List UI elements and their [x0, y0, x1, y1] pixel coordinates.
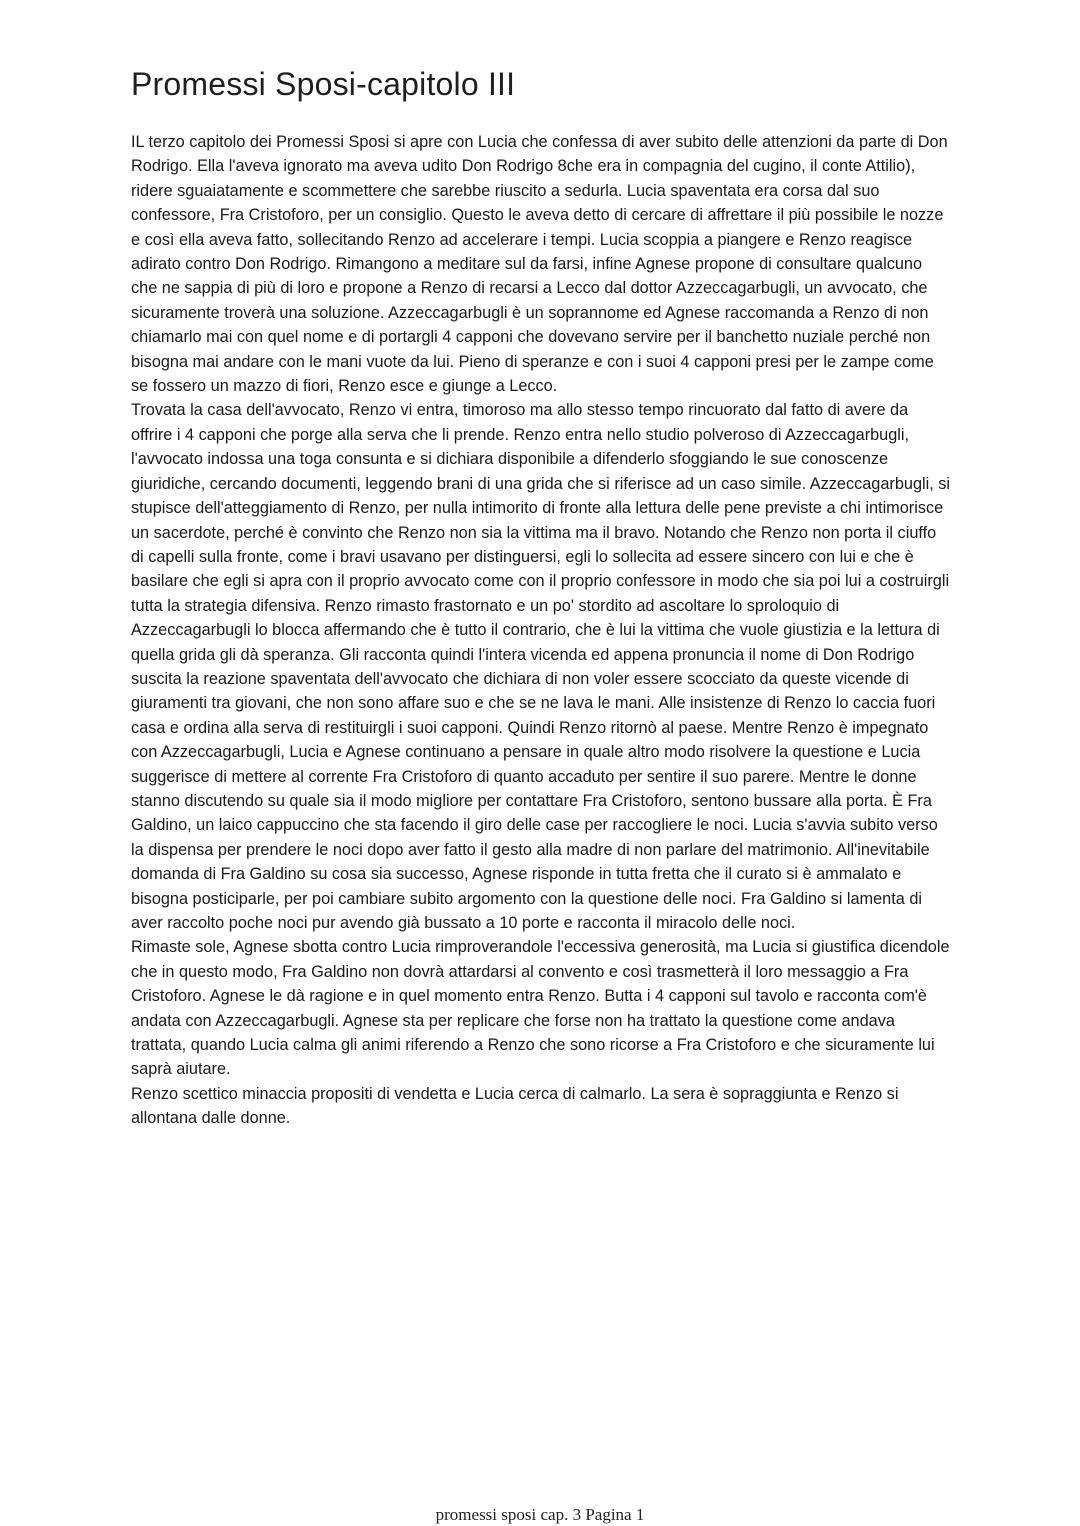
document-body: [131, 130, 951, 1131]
paragraph-1: IL terzo capitolo dei Promessi Sposi si apre con Lucia che confessa di aver subito delle attenzioni da parte di Don Rodrigo. Ella l'aveva ignorato ma aveva udito Don Rodrigo 8che era in compagnia del cugino, il conte Attilio), ridere sguaiatamente e scommettere che sarebbe riuscito a sedurla. Lucia spaventata era corsa dal suo confessore, Fra Cristoforo, per un consiglio. Questo le aveva detto di cercare di affrettare il più possibile le nozze e così ella aveva fatto, sollecitando Renzo ad accelerare i tempi. Lucia scoppia a piangere e Renzo reagisce adirato contro Don Rodrigo. Rimangono a meditare sul da farsi, infine Agnese propone di consultare qualcuno che ne sappia di più di loro e propone a Renzo di recarsi a Lecco dal dottor Azzeccagarbugli, un avvocato, che sicuramente troverà una soluzione. Azzeccagarbugli è un soprannome ed Agnese raccomanda a Renzo di non chiamarlo mai con quel nome e di portargli 4 capponi che dovevano servire per il banchetto nuziale perché non bisogna mai andare con le mani vuote da lui. Pieno di speranze e con i suoi 4 capponi presi per le zampe come se fossero un mazzo di fiori, Renzo esce e giunge a Lecco.: [131, 133, 948, 396]
paragraph-2: Trovata la casa dell'avvocato, Renzo vi entra, timoroso ma allo stesso tempo rincuorato dal fatto di avere da offrire i 4 capponi che porge alla serva che li prende. Renzo entra nello studio polveroso di Azzeccagarbugli, l'avvocato indossa una toga consunta e si dichiara disponibile a difenderlo sfoggiando le sue conoscenze giuridiche, cercando documenti, leggendo brani di una grida che si riferisce ad un caso simile. Azzeccagarbugli, si stupisce dell'atteggiamento di Renzo, per nulla intimorito di fronte alla lettura delle pene previste a chi intimorisce un sacerdote, perché è convinto che Renzo non sia la vittima ma il bravo. Notando che Renzo non porta il ciuffo di capelli sulla fronte, come i bravi usavano per distinguersi, egli lo sollecita ad essere sincero con lui e che è basilare che egli si apra con il proprio avvocato come con il proprio confessore in modo che sia poi lui a costruirgli tutta la strategia difensiva. Renzo rimasto frastornato e un po' stordito ad ascoltare lo sproloquio di Azzeccagarbugli lo blocca affermando che è tutto il contrario, che è lui la vittima che vuole giustizia e la lettura di quella grida gli dà speranza. Gli racconta quindi l'intera vicenda ed appena pronuncia il nome di Don Rodrigo suscita la reazione spaventata dell'avvocato che dichiara di non voler essere scocciato da queste vicende di giuramenti tra giovani, che non sono affare suo e che se ne lava le mani. Alle insistenze di Renzo lo caccia fuori casa e ordina alla serva di restituirgli i suoi capponi. Quindi Renzo ritornò al paese. Mentre Renzo è impegnato con Azzeccagarbugli, Lucia e Agnese continuano a pensare in quale altro modo risolvere la questione e Lucia suggerisce di mettere al corrente Fra Cristoforo di quanto accaduto per sentire il suo parere. Mentre le donne stanno discutendo su quale sia il modo migliore per contattare Fra Cristoforo, sentono bussare alla porta. È Fra Galdino, un laico cappuccino che sta facendo il giro delle case per raccogliere le noci. Lucia s'avvia subito verso la dispensa per prendere le noci dopo aver fatto il gesto alla madre di non parlare del matrimonio. All'inevitabile domanda di Fra Galdino su cosa sia successo, Agnese risponde in tutta fretta che il curato si è ammalato e bisogna posticiparle, per poi cambiare subito argomento con la questione delle noci. Fra Galdino si lamenta di aver raccolto poche noci pur avendo già bussato a 10 porte e racconta il miracolo delle noci.: [131, 401, 951, 932]
paragraph-3: Rimaste sole, Agnese sbotta contro Lucia rimproverandole l'eccessiva generosità, ma Lucia si giustifica dicendole che in questo modo, Fra Galdino non dovrà attardarsi al convento e così trasmetterà il loro messaggio a Fra Cristoforo. Agnese le dà ragione e in quel momento entra Renzo. Butta i 4 capponi sul tavolo e racconta com'è andata con Azzeccagarbugli. Agnese sta per replicare che forse non ha trattato la questione come andava trattata, quando Lucia calma gli animi riferendo a Renzo che sono ricorse a Fra Cristoforo e che sicuramente lui saprà aiutare.: [131, 938, 950, 1079]
paragraph-4: Renzo scettico minaccia propositi di vendetta e Lucia cerca di calmarlo. La sera è sopraggiunta e Renzo si allontana dalle donne.: [131, 1084, 899, 1128]
page-title: Promessi Sposi-capitolo III: [131, 66, 516, 102]
page-footer: promessi sposi cap. 3 Pagina 1: [435, 1505, 645, 1524]
